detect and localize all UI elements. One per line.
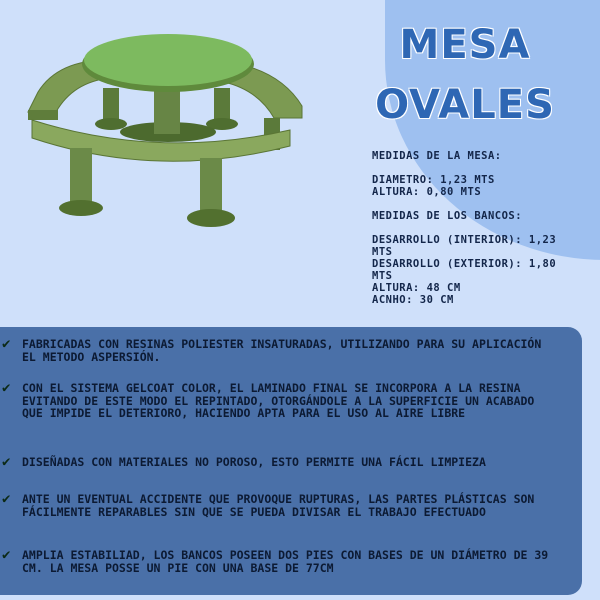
page-title-line1: MESA [399,22,531,68]
feature-text: DISEÑADAS CON MATERIALES NO POROSO, ESTO PERMITE UNA FÁCIL LIMPIEZA [22,455,486,469]
check-icon: ✔ [2,336,11,352]
check-icon: ✔ [2,454,11,470]
mesa-heading: MEDIDAS DE LA MESA: [372,150,502,162]
feature-item [2,493,562,518]
diametro-value: DIAMETRO: 1,23 MTS [372,174,495,186]
feature-item [2,338,562,363]
feature-item [2,382,562,420]
feature-text: ANTE UN EVENTUAL ACCIDENTE QUE PROVOQUE RUPTURAS, LAS PARTES PLÁSTICAS SON FÁCILMENTE REPARABLES SIN QUE SE PUEDA DIVISAR EL TRABAJO EFECTUADO [22,492,535,519]
feature-text: AMPLIA ESTABILIAD, LOS BANCOS POSEEN DOS PIES CON BASES DE UN DIÁMETRO DE 39 CM. LA MESA POSSE UN PIE CON UNA BASE DE 77CM [22,548,549,575]
desarrollo-interior-value: DESARROLLO (INTERIOR): 1,23 MTS [372,234,557,258]
ancho-value: ACNHO: 30 CM [372,294,454,306]
feature-item [2,549,562,574]
page-title-line2: OVALES [375,82,555,128]
check-icon: ✔ [2,547,11,563]
bancos-heading: MEDIDAS DE LOS BANCOS: [372,210,523,222]
check-icon: ✔ [2,491,11,507]
feature-text: CON EL SISTEMA GELCOAT COLOR, EL LAMINADO FINAL SE INCORPORA A LA RESINA EVITANDO DE ESTE MODO EL REPINTADO, OTORGÁNDOLE A LA SUPERFICIE UN ACABADO QUE IMPIDE EL DETERIORO, HACIENDO APTA PARA EL USO AL AIRE LIBRE [22,381,535,420]
table-illustration [18,20,318,250]
specifications [372,150,582,306]
check-icon: ✔ [2,380,11,396]
feature-text: FABRICADAS CON RESINAS POLIESTER INSATURADAS, UTILIZANDO PARA SU APLICACIÓN EL METODO ASPERSIÓN. [22,337,542,364]
altura-mesa-value: ALTURA: 0,80 MTS [372,186,482,198]
desarrollo-exterior-value: DESARROLLO (EXTERIOR): 1,80 MTS [372,258,557,282]
feature-item [2,456,562,469]
altura-bancos-value: ALTURA: 48 CM [372,282,461,294]
